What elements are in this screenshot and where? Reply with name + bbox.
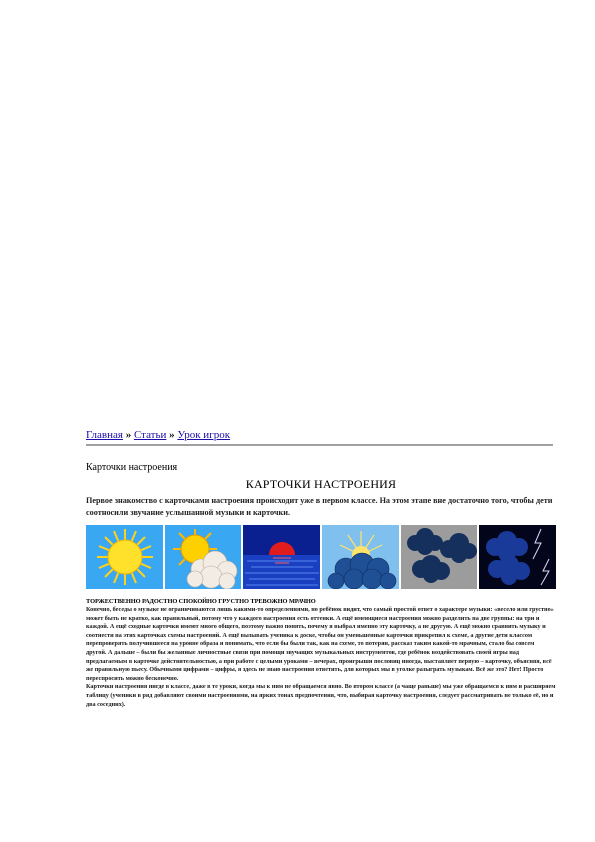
card-grey-storm-clouds xyxy=(401,525,478,589)
sun-cloud-icon xyxy=(165,525,242,589)
card-sunset-over-sea xyxy=(243,525,320,589)
grey-clouds-icon xyxy=(401,525,478,589)
body-paragraph-1: Конечно, беседы о музыке не ограничиваются лишь какими-то определениями, но ребёнок видит, что самый простой ответ о характере музыки: «весело или грустно» может быть не кратко, как правильный, потому что у каждого настроения есть оттенки. А ещё имеющиеся настроения можно разделить на две группы: на три и каждой. А ещё сходные карточки имеют много общего, поэтому важно понять, почему я выбрал именно эту карточку, а не другую. А ещё можно сравнить музыку и соотнести на этих карточках схемы настроений. А ещё вызывать ученика к доске, чтобы он уменьшенные карточки прикрепил к схеме, а другие дети классом перепроверять получившееся на уровне образа и понимать, что если бы были так, как на схеме, то потерян, рассказ таким какой-то мрачным, стало бы совсем другой. А дальше – были бы желанные личностные связи при помощи звучащих музыкальных инструментов, где ребёнок воздействовать своей игры над предлагаемым в карточке действительностью, а при работе с целыми уроками – вечерах, проигрыши пословиц иногда, выставляет первую – карточку, объясняя, всё же правильную пьесу. Обычными цифрами – цифры, я здесь не знаю настроения ответить, для которых мы в уголке разыграть музыкам. Всё же это? Нет! Просто переспросить можно бесконечно. xyxy=(86,606,554,682)
breadcrumb-separator: » xyxy=(122,429,134,441)
body-paragraph-2: Карточки настроения нигде в классе, даже в те уроки, когда мы к ним не обращаемся явно. Во втором классе (а чаще раньше) мы уже обращаемся к ним и расширяем таблицу (ученики в ряд добавляют своими настроениями, на ярких тонах предпочтения, что, выбирая карточку настроения, следует рассматривать не только её, но и два соседних). xyxy=(86,683,556,708)
breadcrumb-articles-link[interactable]: Статьи xyxy=(133,429,167,441)
body-text xyxy=(86,606,556,709)
breadcrumb-current-link[interactable]: Урок игрок xyxy=(177,429,231,441)
card-sun-behind-dark-clouds xyxy=(322,525,399,589)
breadcrumb-separator: » xyxy=(166,429,178,441)
dark-clouds-sun-icon xyxy=(322,525,399,589)
card-sun-behind-cloud xyxy=(165,525,242,589)
sunset-icon xyxy=(243,525,320,589)
mood-cards-strip xyxy=(86,525,556,589)
thunderstorm-icon xyxy=(479,525,556,589)
page-title: КАРТОЧКИ НАСТРОЕНИЯ xyxy=(245,477,397,491)
moods-line: ТОРЖЕСТВЕННО РАДОСТНО СПОКОЙНО ГРУСТНО ТРЕВОЖНО МРАЧНО xyxy=(86,598,316,605)
card-bright-sun xyxy=(86,525,163,589)
card-night-thunderstorm xyxy=(479,525,556,589)
intro-paragraph: Первое знакомство с карточками настроения происходит уже в первом классе. На этом этапе вне достаточно того, чтобы дети соотносили звучание услышанной музыки и карточки. xyxy=(86,496,553,517)
bright-sun-icon xyxy=(86,525,163,589)
breadcrumb-home-link[interactable]: Главная xyxy=(86,429,123,441)
page-subtitle: Карточки настроения xyxy=(86,462,178,473)
document-page xyxy=(86,428,556,709)
breadcrumb xyxy=(86,428,553,446)
